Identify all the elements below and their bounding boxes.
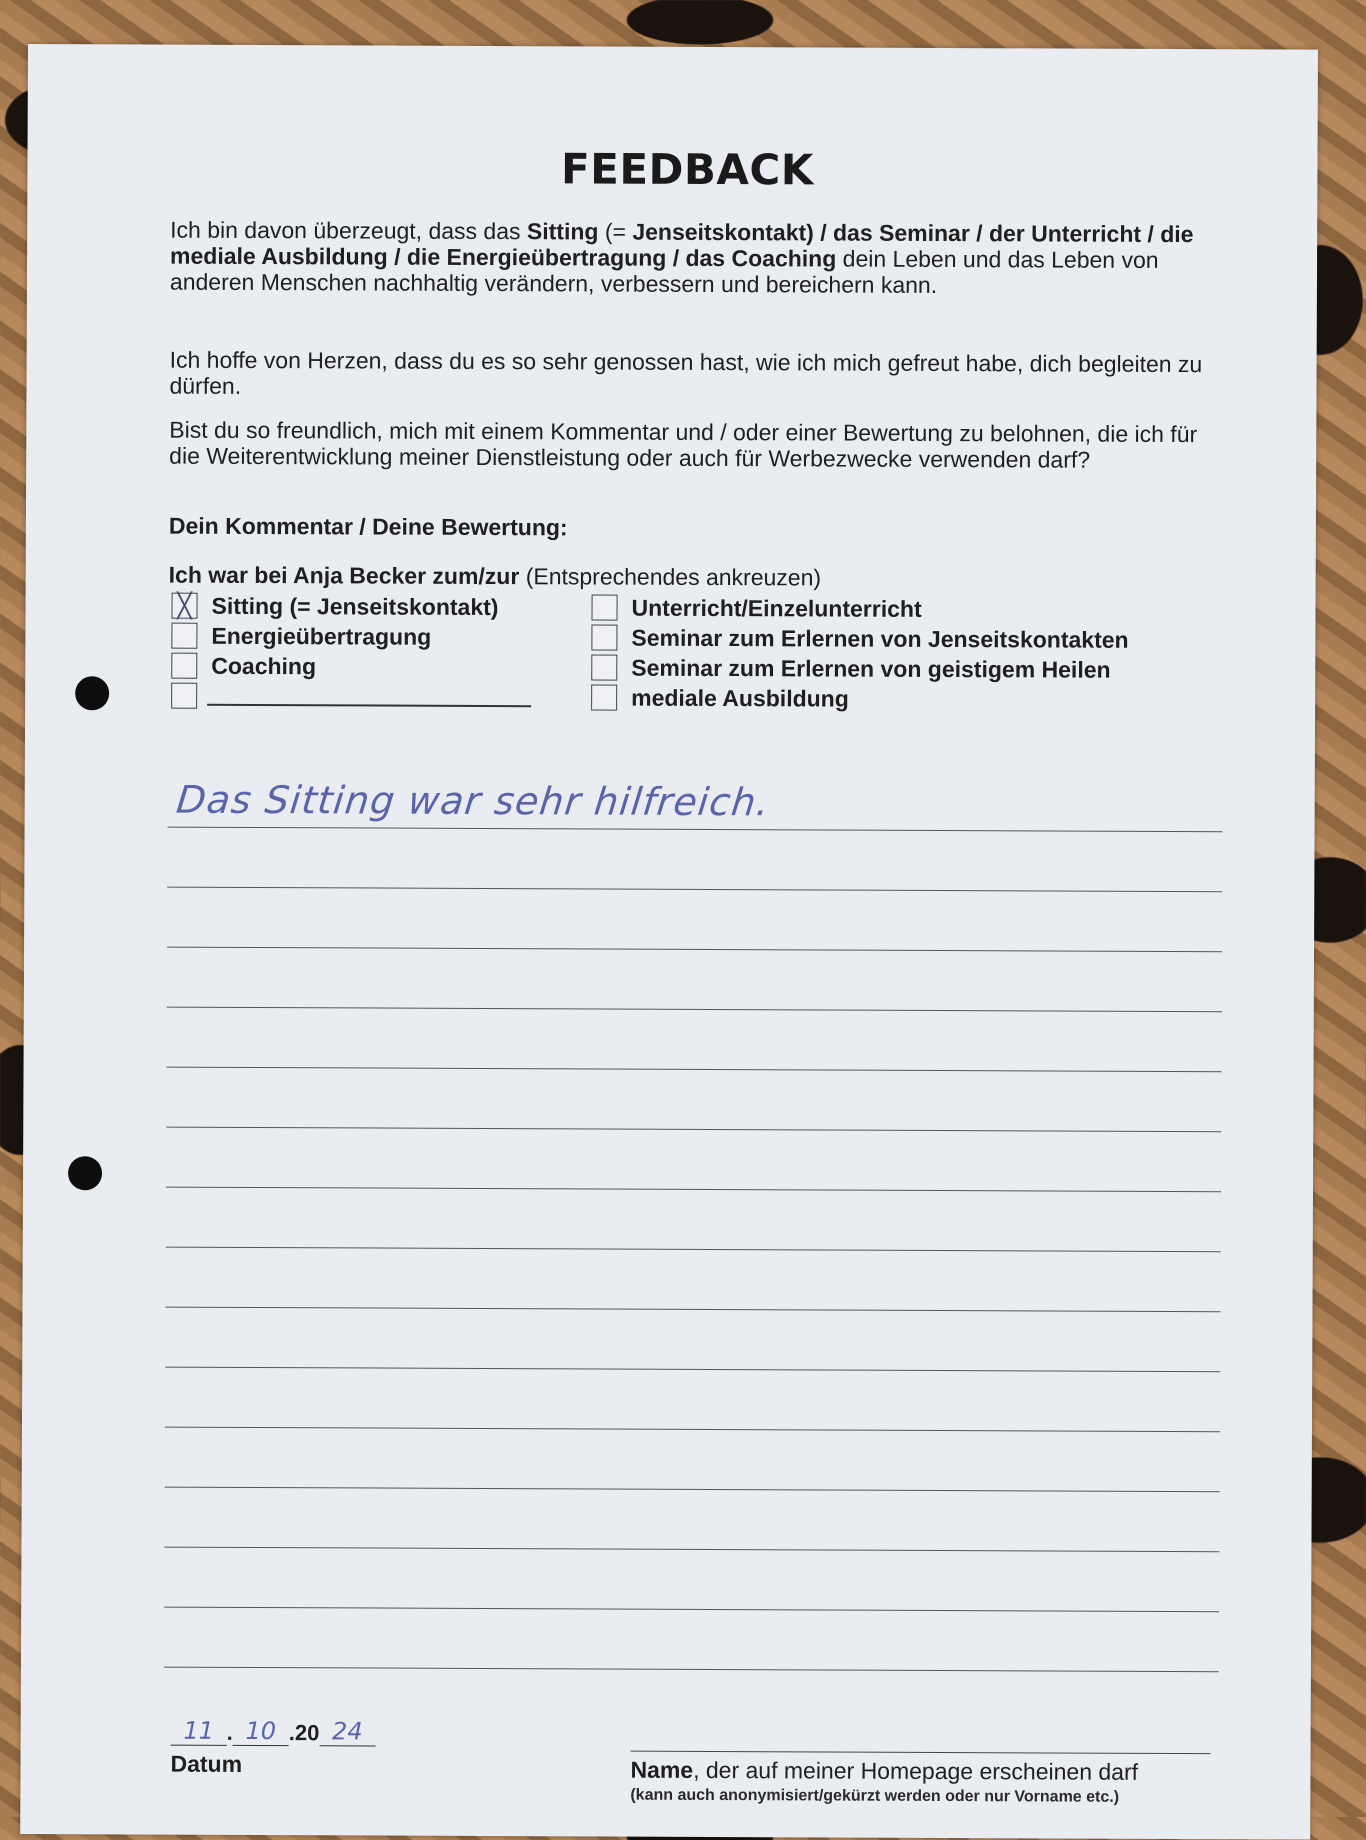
date-separator: . [288, 1720, 295, 1746]
comment-line[interactable] [164, 1547, 1219, 1553]
checkbox[interactable] [591, 594, 617, 620]
comment-line[interactable] [165, 1307, 1220, 1313]
comment-line[interactable] [164, 1607, 1219, 1613]
checkbox[interactable] [171, 683, 197, 709]
handwritten-comment: Das Sitting war sehr hilfreich. [174, 777, 773, 825]
date-separator: . [226, 1719, 233, 1745]
comment-line[interactable] [164, 1667, 1219, 1673]
comment-line[interactable] [167, 887, 1222, 893]
option-sitting[interactable] [171, 591, 498, 622]
comment-line[interactable] [167, 1007, 1222, 1013]
option-unterricht[interactable] [591, 592, 921, 623]
date-label: Datum [170, 1750, 243, 1777]
intro-paragraph-2: Ich hoffe von Herzen, dass du es so sehr genossen hast, wie ich mich gefreut habe, dich begleiten zu dürfen. [169, 346, 1203, 399]
option-energieuebertragung[interactable] [171, 621, 431, 652]
checkbox[interactable] [591, 654, 617, 680]
comment-line[interactable] [168, 827, 1223, 833]
checkbox[interactable] [591, 684, 617, 710]
intro-text: (= [598, 218, 633, 245]
punch-hole [68, 1156, 102, 1190]
option-seminar-heilen[interactable] [591, 652, 1110, 684]
intro-paragraph-3: Bist du so freundlich, mich mit einem Kommentar und / oder einer Bewertung zu belohnen, die ich für die Weiterentwicklung meiner Dienstleistung oder auch für Werbezwecke verwenden darf? [169, 416, 1198, 473]
attendance-hint: (Entsprechendes ankreuzen) [519, 563, 822, 591]
comment-label: Dein Kommentar / Deine Bewertung: [168, 512, 568, 541]
intro-text: Ich bin davon überzeugt, dass das [170, 216, 527, 245]
comment-line[interactable] [167, 1067, 1222, 1073]
name-field[interactable] [631, 1751, 1211, 1755]
option-other[interactable] [171, 681, 531, 713]
date-field[interactable] [171, 1717, 376, 1747]
date-day[interactable]: 11 [171, 1717, 227, 1746]
attendance-line [169, 562, 822, 592]
option-label: mediale Ausbildung [631, 684, 849, 712]
option-coaching[interactable] [171, 651, 316, 682]
option-label: Seminar zum Erlernen von Jenseitskontakten [631, 624, 1129, 653]
checkbox[interactable] [171, 623, 197, 649]
comment-line[interactable] [167, 947, 1222, 953]
date-month[interactable]: 10 [233, 1717, 289, 1746]
date-century: 20 [294, 1720, 320, 1746]
option-seminar-jenseitskontakte[interactable] [591, 622, 1128, 654]
checkbox[interactable] [171, 653, 197, 679]
comment-line[interactable] [166, 1127, 1221, 1133]
feedback-form-sheet [20, 44, 1318, 1840]
punch-hole [75, 676, 109, 710]
other-blank-field[interactable] [207, 686, 531, 707]
comment-line[interactable] [165, 1367, 1220, 1373]
name-sub-note: (kann auch anonymisiert/gekürzt werden oder nur Vorname etc.) [630, 1786, 1120, 1806]
option-label: Sitting (= Jenseitskontakt) [211, 592, 499, 620]
option-label: Seminar zum Erlernen von geistigem Heilen [631, 654, 1111, 683]
comment-line[interactable] [166, 1247, 1221, 1253]
intro-text: dein Leben und das Leben von anderen Menschen nachhaltig verändern, verbessern und bereichern kann. [169, 245, 1159, 298]
intro-bold: Jenseitskontakt) / das Seminar / der Unterricht / die mediale Ausbildung / die Energieübertragung / das Coaching [170, 218, 1194, 272]
comment-line[interactable] [165, 1487, 1220, 1493]
name-label-rest: , der auf meiner Homepage erscheinen darf [693, 1756, 1139, 1785]
intro-bold: Sitting [526, 218, 599, 245]
cross-mark-icon: ╳ [177, 591, 192, 620]
option-label: Coaching [211, 652, 317, 679]
name-label-bold: Name [630, 1756, 694, 1783]
form-title: FEEDBACK [560, 144, 814, 195]
comment-line[interactable] [165, 1427, 1220, 1433]
intro-paragraph-1 [170, 217, 1220, 300]
option-mediale-ausbildung[interactable] [591, 682, 849, 713]
option-label: Unterricht/Einzelunterricht [631, 594, 922, 622]
name-label [630, 1757, 1138, 1786]
checkbox[interactable] [591, 624, 617, 650]
attendance-bold: Ich war bei Anja Becker zum/zur [168, 561, 520, 590]
checkbox-checked[interactable] [171, 593, 197, 619]
comment-line[interactable] [166, 1187, 1221, 1193]
option-label: Energieübertragung [211, 622, 432, 650]
date-year[interactable]: 24 [319, 1717, 375, 1746]
